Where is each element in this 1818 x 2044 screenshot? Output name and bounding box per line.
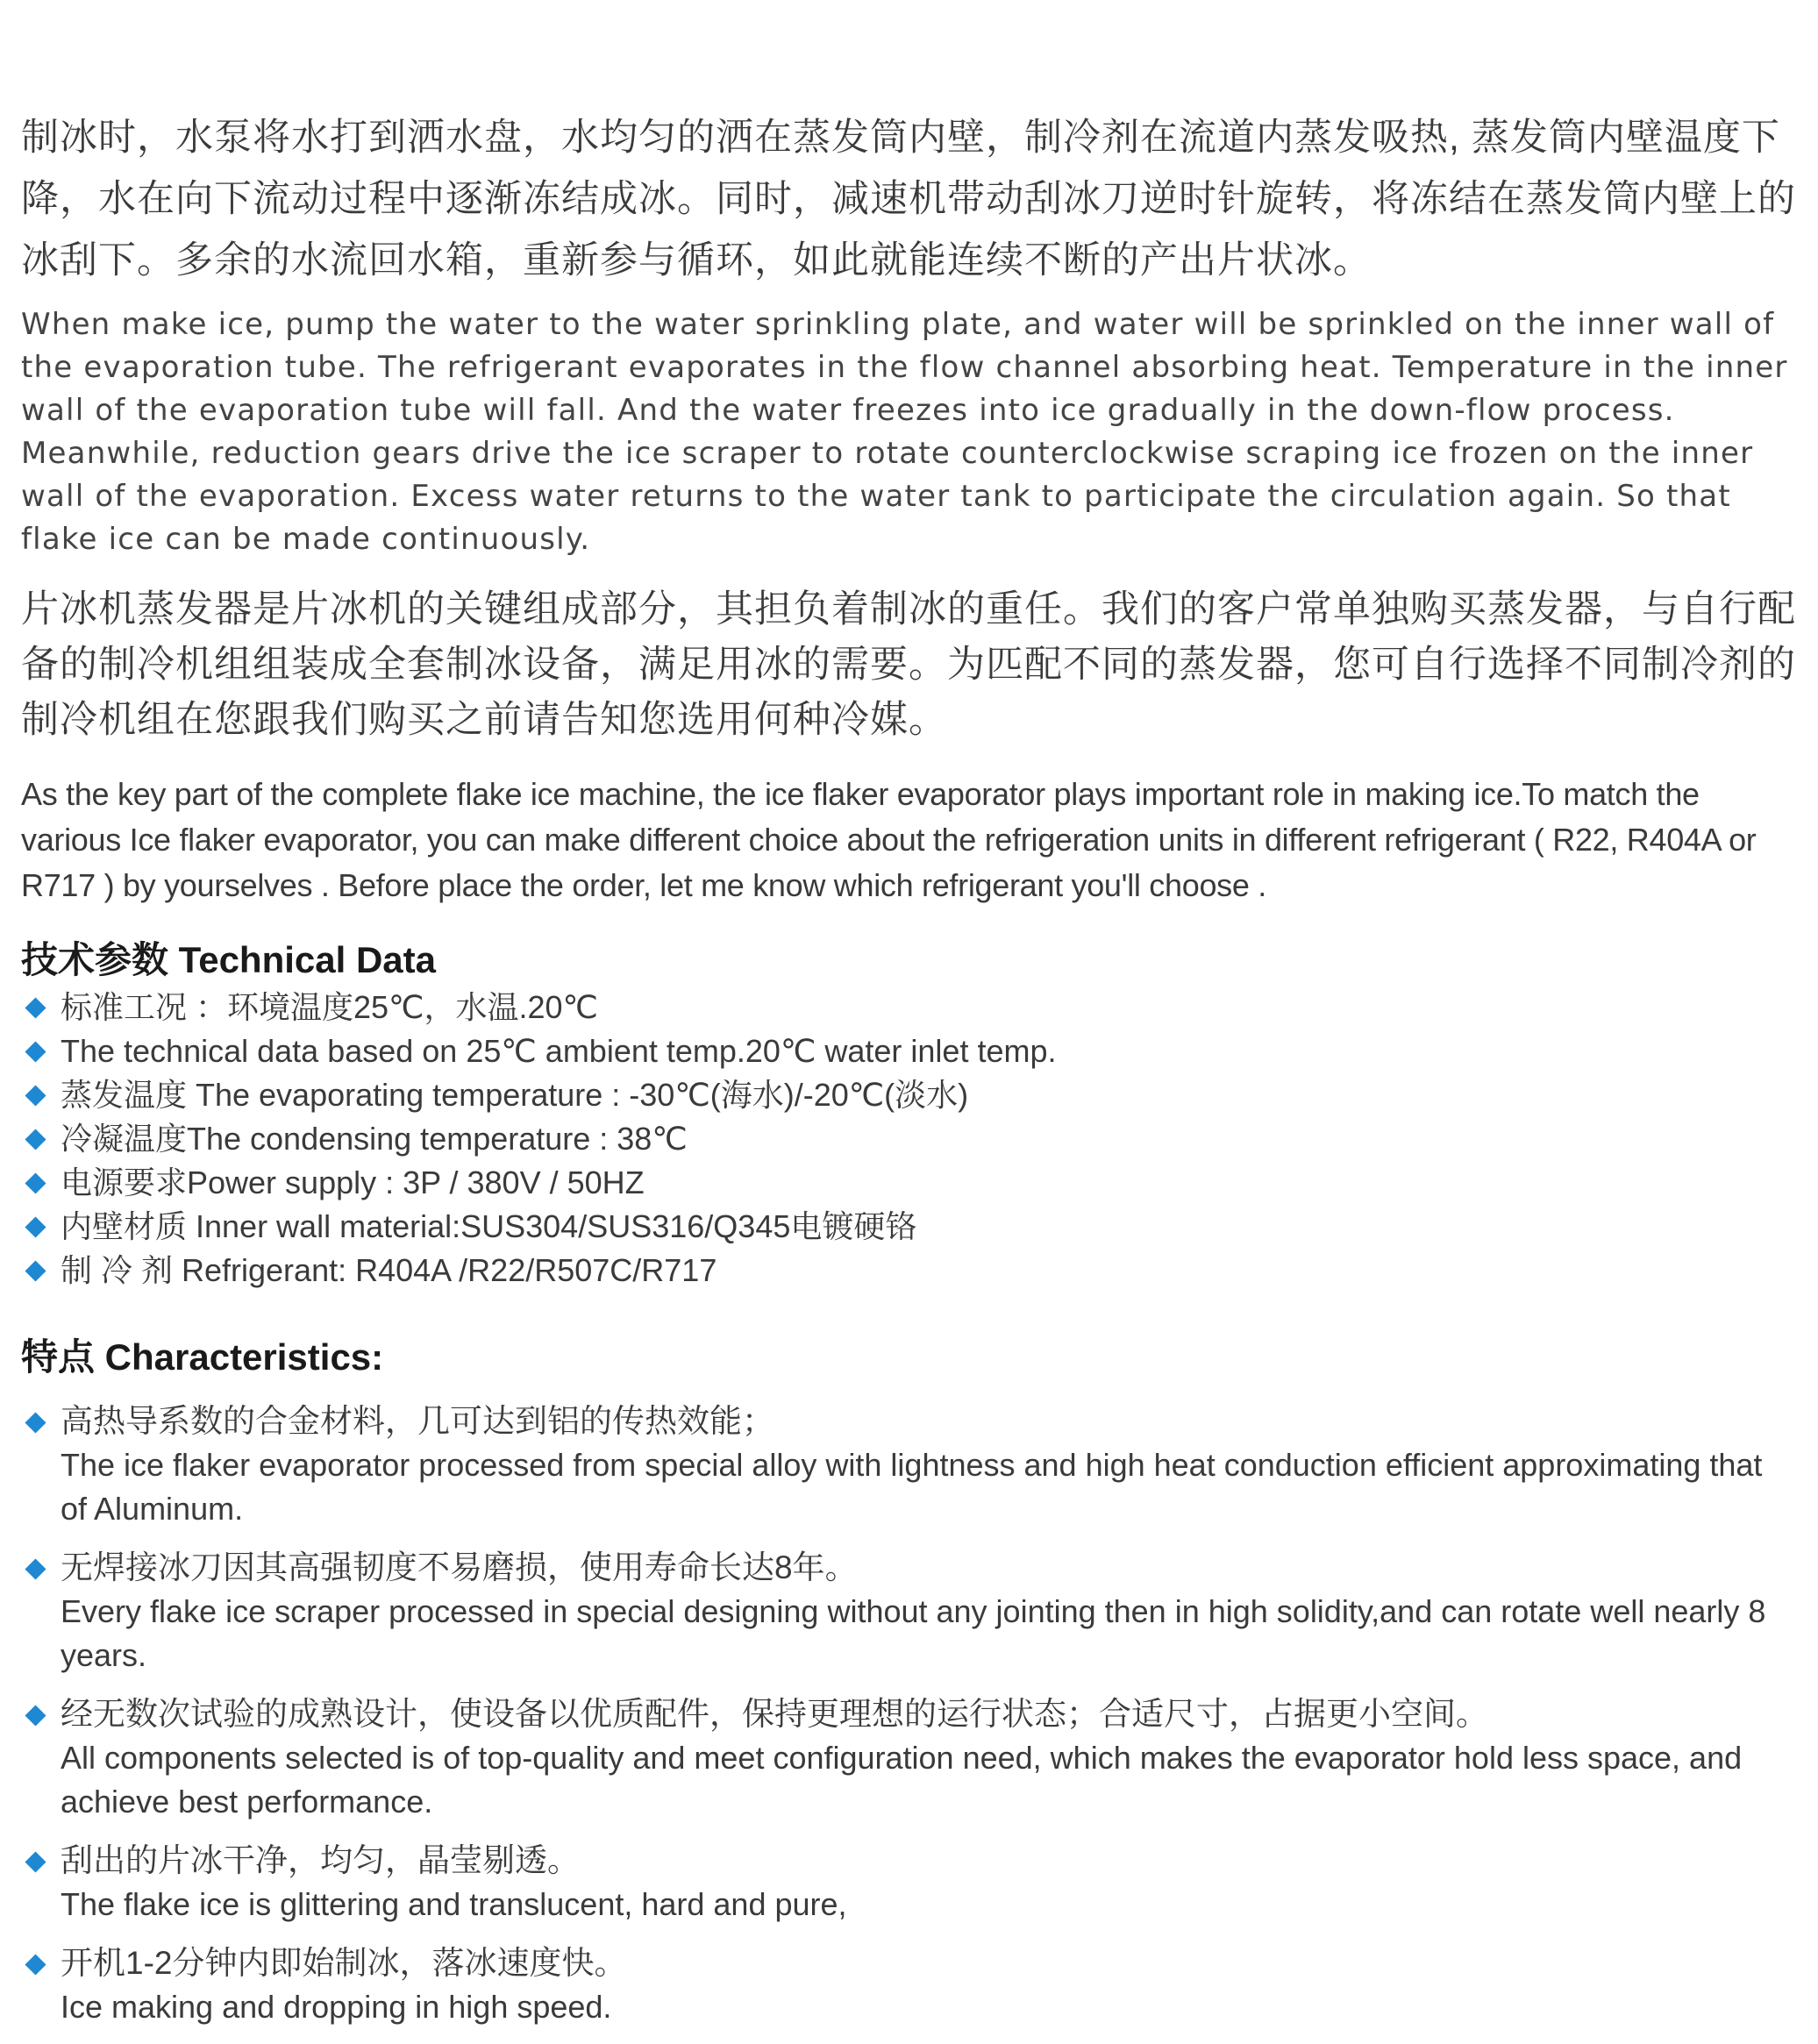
list-item bbox=[21, 1205, 1057, 1249]
list-item bbox=[21, 1399, 1801, 1531]
list-item bbox=[21, 1029, 1057, 1073]
intro-english-paragraph-2: As the key part of the complete flake ice machine, the ice flaker evaporator plays important role in making ice.To match the various Ice flaker evaporator, you can make different choice about the refrigeration units in different refrigerant ( R22, R404A or R717 ) by yourselves . Before place the order, let me know which refrigerant you'll choose . bbox=[21, 776, 1757, 903]
diamond-bullet-icon bbox=[25, 1412, 46, 1433]
intro-english-paragraph-1: When make ice, pump the water to the water sprinkling plate, and water will be sprinkled on the inner wall of the evaporation tube. The refrigerant evaporates in the flow channel absorbing heat. Temperature in the inner wall of the evaporation tube will fall. And the water freezes into ice gradually in the down-flow process. Meanwhile, reduction gears drive the ice scraper to rotate counterclockwise scraping ice frozen on the inner wall of the evaporation. Excess water returns to the water tank to participate the circulation again. So that flake ice can be made continuously. bbox=[21, 307, 1788, 557]
tech-item-text: 制 冷 剂 Refrigerant: R404A /R22/R507C/R717 bbox=[61, 1252, 717, 1288]
tech-item-text: The technical data based on 25℃ ambient temp.20℃ water inlet temp. bbox=[61, 1033, 1057, 1069]
characteristics-heading: 特点 Characteristics: bbox=[21, 1336, 384, 1378]
list-item bbox=[21, 986, 1057, 1029]
intro-chinese-paragraph-2: 片冰机蒸发器是片冰机的关键组成部分，其担负着制冰的重任。我们的客户常单独购买蒸发器，与自行配备的制冷机组组装成全套制冰设备，满足用冰的需要。为匹配不同的蒸发器，您可自行选择不同制冷剂的制冷机组在您跟我们购买之前请告知您选用何种冷媒。 bbox=[21, 588, 1796, 741]
diamond-bullet-icon bbox=[25, 1705, 46, 1726]
diamond-bullet-icon bbox=[25, 1558, 46, 1579]
diamond-bullet-icon bbox=[25, 1851, 46, 1872]
intro-chinese-paragraph-1: 制冰时，水泵将水打到洒水盘，水均匀的洒在蒸发筒内壁，制冷剂在流道内蒸发吸热, 蒸发筒内壁温度下降，水在向下流动过程中逐渐冻结成冰。同时，减速机带动刮冰刀逆时针旋转，将冻结在蒸发筒内壁上的冰刮下。多余的水流回水箱，重新参与循环，如此就能连续不断的产出片状冰。 bbox=[21, 117, 1796, 281]
list-item bbox=[21, 1073, 1057, 1117]
tech-item-text: 蒸发温度 The evaporating temperature : -30℃(海水)/-20℃(淡水) bbox=[61, 1077, 969, 1113]
list-item bbox=[21, 1692, 1801, 1824]
characteristic-english: The flake ice is glittering and translucent, hard and pure, bbox=[61, 1886, 847, 1922]
list-item bbox=[21, 1941, 1801, 2029]
tech-item-text: 内壁材质 Inner wall material:SUS304/SUS316/Q345电镀硬铬 bbox=[61, 1208, 917, 1244]
characteristic-chinese: 经无数次试验的成熟设计，使设备以优质配件，保持更理想的运行状态；合适尺寸，占据更小空间。 bbox=[61, 1696, 1488, 1732]
characteristic-chinese: 开机1-2分钟内即始制冰，落冰速度快。 bbox=[61, 1945, 627, 1981]
characteristic-chinese: 高热导系数的合金材料，几可达到铝的传热效能； bbox=[61, 1403, 774, 1439]
characteristic-chinese: 刮出的片冰干净，均匀，晶莹剔透。 bbox=[61, 1842, 580, 1878]
characteristic-chinese: 无焊接冰刀因其高强韧度不易磨损，使用寿命长达8年。 bbox=[61, 1549, 858, 1585]
tech-item-text: 冷凝温度The condensing temperature : 38℃ bbox=[61, 1121, 688, 1157]
characteristic-english: All components selected is of top-quality and meet configuration need, which makes the evaporator hold less space, and achieve best performance. bbox=[61, 1740, 1743, 1820]
characteristic-english: The ice flaker evaporator processed from special alloy with lightness and high heat conduction efficient approximating that of Aluminum. bbox=[61, 1447, 1763, 1527]
tech-item-text: 电源要求Power supply : 3P / 380V / 50HZ bbox=[61, 1164, 645, 1200]
diamond-bullet-icon bbox=[25, 1954, 46, 1975]
list-item bbox=[21, 1161, 1057, 1205]
diamond-bullet-icon bbox=[25, 1172, 46, 1193]
diamond-bullet-icon bbox=[25, 1041, 46, 1062]
diamond-bullet-icon bbox=[25, 1129, 46, 1150]
characteristic-english: Ice making and dropping in high speed. bbox=[61, 1989, 612, 2025]
technical-data-list bbox=[21, 986, 1057, 1293]
diamond-bullet-icon bbox=[25, 1085, 46, 1106]
list-item bbox=[21, 1249, 1057, 1293]
characteristic-english: Every flake ice scraper processed in special designing without any jointing then in high solidity,and can rotate well nearly 8 years. bbox=[61, 1593, 1766, 1673]
diamond-bullet-icon bbox=[25, 1260, 46, 1281]
list-item bbox=[21, 1117, 1057, 1161]
list-item bbox=[21, 1546, 1801, 1677]
technical-data-heading: 技术参数 Technical Data bbox=[21, 939, 436, 980]
characteristics-list bbox=[21, 1399, 1801, 2044]
tech-item-text: 标准工况 ：环境温度25℃，水温.20℃ bbox=[61, 989, 598, 1025]
list-item bbox=[21, 1839, 1801, 1926]
diamond-bullet-icon bbox=[25, 997, 46, 1018]
diamond-bullet-icon bbox=[25, 1216, 46, 1237]
